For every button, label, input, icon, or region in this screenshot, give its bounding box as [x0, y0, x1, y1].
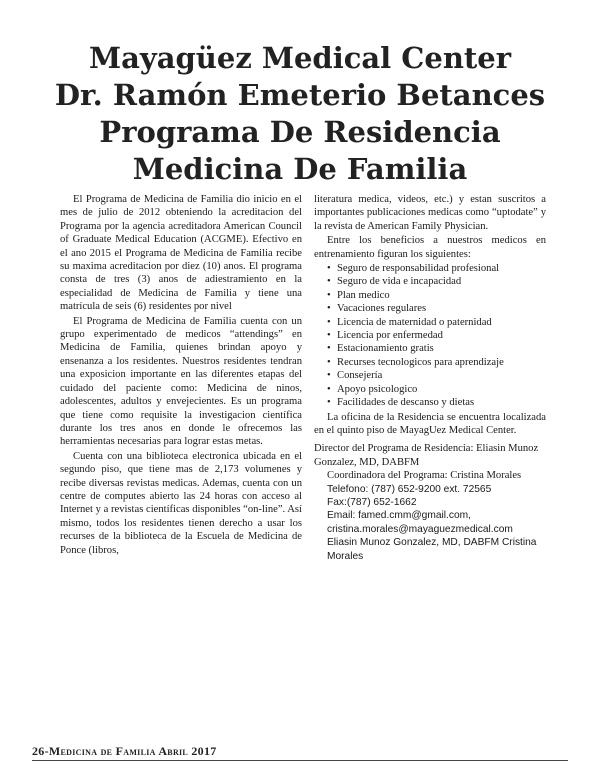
article-title	[0, 40, 600, 188]
list-item: • Licencia de maternidad o paternidad	[327, 316, 546, 329]
list-item: • Seguro de vida e incapacidad	[327, 275, 546, 288]
paragraph-library-continued: literatura medica, videos, etc.) y estan suscritos a importantes publicaciones medicas como “uptodate” y la revista de American Family Physician.	[314, 194, 546, 232]
list-item: • Estacionamiento gratis	[327, 342, 546, 355]
list-item: • Licencia por enfermedad	[327, 329, 546, 342]
list-item: • Vacaciones regulares	[327, 302, 546, 315]
program-coordinator: Coordinadora del Programa: Cristina Morales	[327, 470, 522, 482]
program-director: Director del Programa de Residencia: Eliasin Munoz Gonzalez, MD, DABFM	[314, 443, 539, 468]
list-item: • Consejería	[327, 369, 546, 382]
office-location: La oficina de la Residencia se encuentra localizada en el quinto piso de MayagUez Medical Center.	[314, 411, 546, 436]
phone-number: Telefono: (787) 652-9200 ext. 72565	[327, 483, 492, 495]
paragraph-program-intro: El Programa de Medicina de Familia dio inicio en el mes de julio de 2012 obteniendo la acreditacion del Programa por la agencia acreditadora American Council of Graduate Medical Education (ACGME). Efectivo en el ano 2015 el Programa de Medicina de Familia recibe su maxima acreditacion por diez (10) anos. El programa consta de tres (3) anos de adiestramiento en la especialidad de Medicina de Familia y tiene una matrícula de seis (6) residentes por nivel	[60, 194, 302, 313]
benefits-list	[314, 262, 546, 409]
fax-number: Fax:(787) 652-1662	[327, 496, 417, 508]
list-item: • Plan medico	[327, 289, 546, 302]
title-line-1: Mayagüez Medical Center	[88, 41, 512, 75]
signature-names: Eliasin Munoz Gonzalez, MD, DABFM Cristina Morales	[327, 537, 537, 562]
contact-block	[314, 442, 546, 563]
list-item: • Apoyo psicologico	[327, 383, 546, 396]
page-footer: 26-Medicina de Familia Abril 2017	[32, 744, 217, 758]
list-item: • Seguro de responsabilidad profesional	[327, 262, 546, 275]
benefits-intro: Entre los beneficios a nuestros medicos en entrenamiento figuran los siguientes:	[314, 235, 546, 260]
title-line-3: Programa De Residencia	[99, 115, 501, 149]
list-item: • Facilidades de descanso y dietas	[327, 396, 546, 409]
list-item: • Recurses tecnologicos para aprendizaje	[327, 356, 546, 369]
footer-divider	[32, 760, 568, 761]
paragraph-library: Cuenta con una biblioteca electronica ubicada en el segundo piso, que tiene mas de 2,173 volumenes y recibe diversas revistas medicas. Ademas, cuenta con un centre de computes abierto las 24 horas con acceso al Internet y a revistas científicas disponibles “on-line”. Así mismo, todos los residentes tienen derecho a usar los recurses de la biblioteca de la Escuela de Medicina de Ponce (libros,	[60, 450, 302, 556]
title-line-2: Dr. Ramón Emeterio Betances	[54, 78, 546, 112]
email-addresses: Email: famed.cmm@gmail.com, cristina.morales@mayaguezmedical.com	[327, 510, 513, 535]
paragraph-attendings: El Programa de Medicina de Familia cuenta con un grupo experimentado de medicos “attendings” en Medicina de Familia, quienes brindan apoyo y ensenanza a los residentes. Nuestros residentes tendran una exposicion importante en las diferentes etapas del cuidado del paciente como: Medicina de ninos, adolescentes, adultos y envejecientes. Es un programa que tiene como requisite la investigacion científica durante los tres anos en donde le ofrecemos las herramientas necesarias para lograr estas metas.	[60, 315, 302, 448]
right-column	[314, 193, 546, 563]
title-line-4: Medicina De Familia	[132, 152, 468, 186]
left-column	[60, 193, 302, 558]
